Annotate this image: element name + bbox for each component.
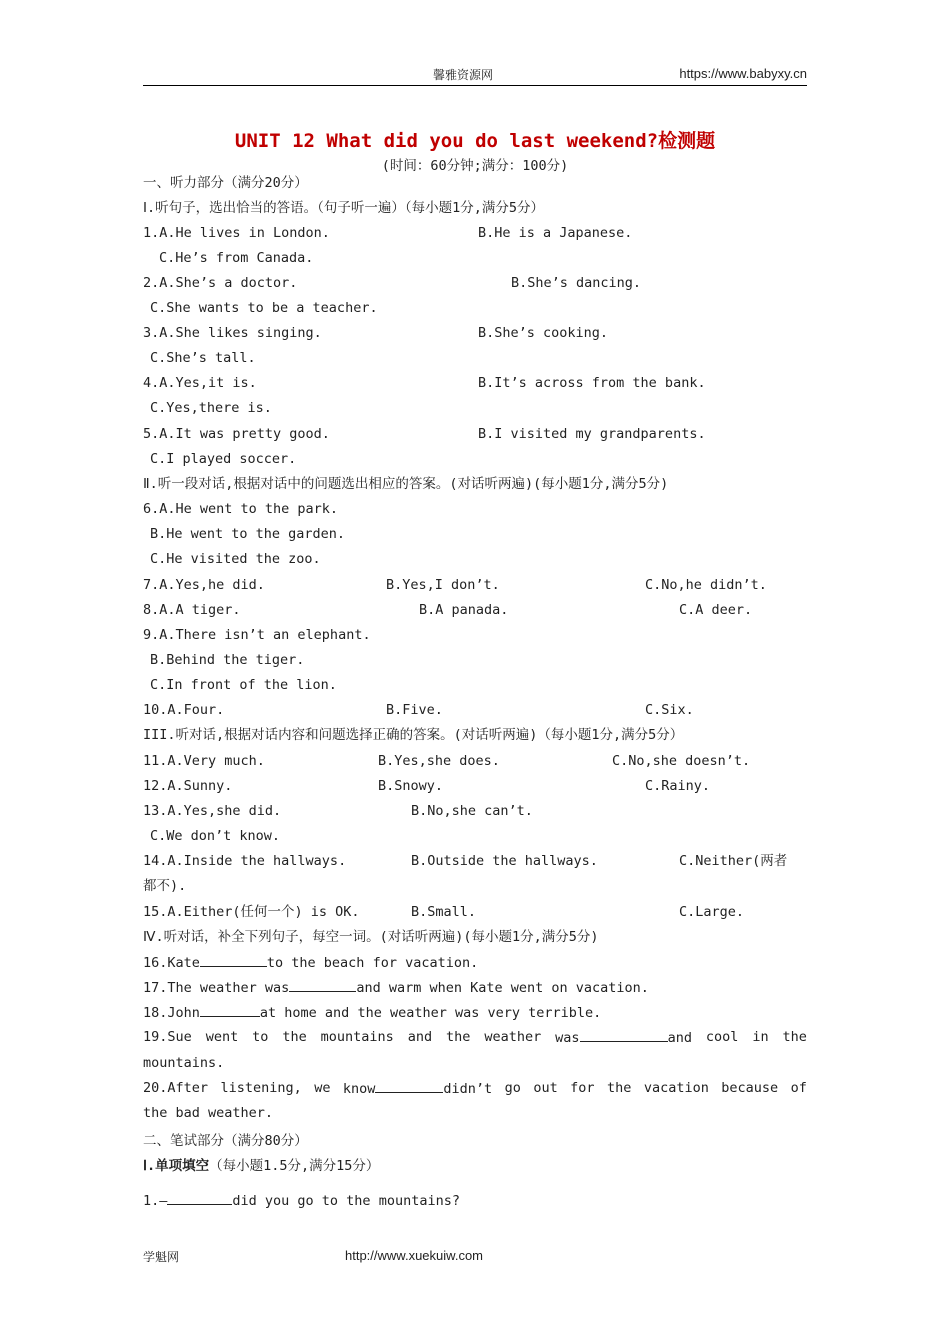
q19-line	[143, 1028, 807, 1047]
q9-option-a: 9.A.There isn’t an elephant.	[143, 627, 371, 643]
section1-heading: Ⅰ.听句子，选出恰当的答语。（句子听一遍）（每小题1分,满分5分）	[143, 200, 544, 216]
q19-word: weather	[484, 1029, 542, 1045]
q19-word: was	[555, 1030, 580, 1046]
q13-option-c: C.We don’t know.	[150, 828, 281, 844]
q20-word: out	[533, 1080, 558, 1096]
q12-option-a: 12.A.Sunny.	[143, 778, 233, 794]
q16-prefix: 16.Kate	[143, 955, 200, 971]
q9-option-c: C.In front of the lion.	[150, 677, 337, 693]
q20-continued: the bad weather.	[143, 1105, 274, 1121]
q19-word: went	[205, 1029, 239, 1045]
q20-blank-group	[343, 1079, 492, 1098]
q20-word: the	[606, 1080, 632, 1096]
q19-word: and	[667, 1030, 692, 1046]
q15-option-a: 15.A.Either(任何一个) is OK.	[143, 904, 360, 920]
q19-word: cool	[705, 1029, 739, 1045]
page-header	[143, 66, 807, 84]
q13-option-b: B.No,she can’t.	[411, 803, 533, 819]
q2-option-c: C.She wants to be a teacher.	[150, 300, 378, 316]
q20-word: didn’t	[443, 1081, 493, 1097]
q20-line	[143, 1079, 807, 1098]
q17-prefix: 17.The weather was	[143, 980, 290, 996]
q6-option-b: B.He went to the garden.	[150, 526, 346, 542]
section2-heading: Ⅱ.听一段对话,根据对话中的问题选出相应的答案。(对话听两遍)(每小题1分,满分5分)	[143, 476, 669, 492]
q5-option-a: 5.A.It was pretty good.	[143, 426, 330, 442]
header-url-link[interactable]: https://www.babyxy.cn	[679, 66, 807, 81]
q16-blank[interactable]	[200, 953, 267, 967]
q7-option-b: B.Yes,I don’t.	[386, 577, 500, 593]
q3-option-a: 3.A.She likes singing.	[143, 325, 322, 341]
q8-option-a: 8.A.A tiger.	[143, 602, 241, 618]
q19-word: in	[752, 1029, 769, 1045]
q20-word: go	[504, 1080, 521, 1096]
q8-option-b: B.A panada.	[419, 602, 509, 618]
q20-blank[interactable]	[375, 1079, 443, 1093]
q5-option-c: C.I played soccer.	[150, 451, 297, 467]
q15-option-c: C.Large.	[679, 904, 745, 920]
q7-option-c: C.No,he didn’t.	[645, 577, 767, 593]
p2-q1-suffix: did you go to the mountains?	[232, 1193, 460, 1209]
q14-option-c: C.Neither(两者	[679, 853, 788, 869]
part1-heading: 一、听力部分（满分20分）	[143, 175, 308, 191]
header-site-name: 馨雅资源网	[433, 68, 494, 82]
q10-option-a: 10.A.Four.	[143, 702, 225, 718]
q12-option-b: B.Snowy.	[378, 778, 444, 794]
p2-q1-blank[interactable]	[167, 1191, 232, 1205]
q20-word: because	[721, 1080, 779, 1096]
q14-option-a: 14.A.Inside the hallways.	[143, 853, 347, 869]
q20-word: 20.After	[143, 1080, 209, 1096]
q5-option-b: B.I visited my grandparents.	[478, 426, 706, 442]
q20-word: listening,	[220, 1080, 302, 1096]
q18-prefix: 18.John	[143, 1005, 200, 1021]
q15-option-b: B.Small.	[411, 904, 477, 920]
header-divider	[143, 85, 807, 86]
q10-option-c: C.Six.	[645, 702, 694, 718]
q19-word: mountains	[320, 1029, 394, 1045]
q14-option-b: B.Outside the hallways.	[411, 853, 598, 869]
footer-url-link[interactable]: http://www.xuekuiw.com	[345, 1248, 483, 1263]
q17-suffix: and warm when Kate went on vacation.	[356, 980, 649, 996]
p2-q1-line	[143, 1191, 460, 1210]
q20-word: know	[342, 1081, 376, 1097]
q3-option-c: C.She’s tall.	[150, 350, 256, 366]
part2-section1-heading	[143, 1157, 379, 1175]
q19-word: the	[282, 1029, 307, 1045]
q18-line	[143, 1003, 601, 1022]
q17-blank[interactable]	[289, 978, 356, 992]
page-footer	[143, 1248, 483, 1265]
q20-word: of	[790, 1080, 807, 1096]
q20-word: for	[570, 1080, 595, 1096]
part2-heading: 二、笔试部分（满分80分）	[143, 1133, 308, 1149]
q19-continued: mountains.	[143, 1055, 225, 1071]
part2-section1-title: Ⅰ.单项填空	[143, 1158, 210, 1174]
footer-site-name: 学魁网	[143, 1250, 180, 1264]
q16-suffix: to the beach for vacation.	[266, 955, 479, 971]
p2-q1-prefix: 1.—	[143, 1193, 168, 1209]
q11-option-b: B.Yes,she does.	[378, 753, 500, 769]
q9-option-b: B.Behind the tiger.	[150, 652, 305, 668]
q14-option-c-continued: 都不).	[143, 878, 187, 894]
q19-word: the	[446, 1029, 471, 1045]
q2-option-b: B.She’s dancing.	[511, 275, 642, 291]
q19-word: and	[407, 1029, 433, 1045]
section3-heading: III.听对话,根据对话内容和问题选择正确的答案。(对话听两遍)（每小题1分,满分5分）	[143, 727, 684, 743]
q18-blank[interactable]	[200, 1003, 260, 1017]
q19-word: 19.Sue	[143, 1029, 192, 1045]
q6-option-a: 6.A.He went to the park.	[143, 501, 339, 517]
q4-option-b: B.It’s across from the bank.	[478, 375, 706, 391]
q7-option-a: 7.A.Yes,he did.	[143, 577, 265, 593]
q4-option-c: C.Yes,there is.	[150, 400, 272, 416]
q20-word: we	[314, 1080, 331, 1096]
q11-option-a: 11.A.Very much.	[143, 753, 265, 769]
q16-line	[143, 953, 478, 972]
page-subtitle: (时间：60分钟;满分：100分)	[381, 158, 569, 174]
q19-word: the	[782, 1029, 807, 1045]
q19-blank[interactable]	[580, 1028, 668, 1042]
section4-heading: Ⅳ.听对话，补全下列句子，每空一词。(对话听两遍)(每小题1分,满分5分)	[143, 929, 599, 945]
q1-option-a: 1.A.He lives in London.	[143, 225, 330, 241]
q20-word: vacation	[643, 1080, 709, 1096]
q13-option-a: 13.A.Yes,she did.	[143, 803, 282, 819]
q10-option-b: B.Five.	[386, 702, 443, 718]
q19-word: to	[252, 1029, 269, 1045]
q12-option-c: C.Rainy.	[645, 778, 711, 794]
q2-option-a: 2.A.She’s a doctor.	[143, 275, 298, 291]
q19-blank-group	[555, 1028, 692, 1047]
q6-option-c: C.He visited the zoo.	[150, 551, 321, 567]
q4-option-a: 4.A.Yes,it is.	[143, 375, 257, 391]
q17-line	[143, 978, 649, 997]
q1-option-b: B.He is a Japanese.	[478, 225, 633, 241]
page-title: UNIT 12 What did you do last weekend?检测题	[234, 130, 716, 152]
q1-option-c: C.He’s from Canada.	[159, 250, 314, 266]
q18-suffix: at home and the weather was very terrible.	[259, 1005, 602, 1021]
q11-option-c: C.No,she doesn’t.	[612, 753, 751, 769]
q3-option-b: B.She’s cooking.	[478, 325, 609, 341]
part2-section1-score: （每小题1.5分,满分15分）	[209, 1158, 380, 1174]
q8-option-c: C.A deer.	[679, 602, 753, 618]
